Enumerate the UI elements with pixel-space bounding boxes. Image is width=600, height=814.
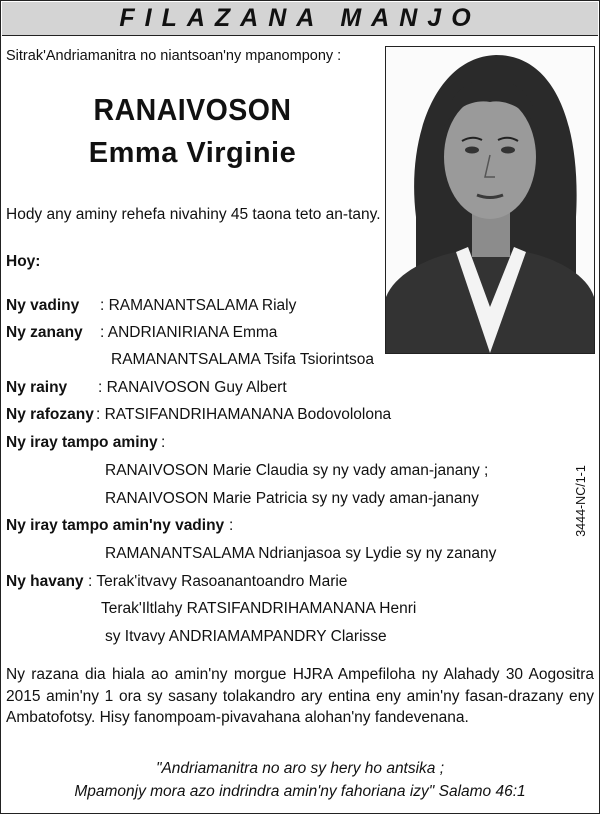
intro-text: Sitrak'Andriamanitra no niantsoan'ny mpanompony : [6,48,342,64]
notice-title: FILAZANA MANJO [2,2,598,36]
deceased-first-names: Emma Virginie [88,137,297,169]
rainy-label: Ny rainy [6,379,68,396]
hoy-label: Hoy: [6,253,41,270]
quote-line-2: Mpamonjy mora azo indrindra amin'ny fahoriana izy" Salamo 46:1 [74,783,526,800]
iray-tampo-colon: : [161,434,166,451]
havany-1: : Terak'itvavy Rasoanantoandro Marie [88,573,348,590]
iray-tampo-vadiny-colon: : [229,517,234,534]
rafozany-label: Ny rafozany [6,406,94,423]
iray-tampo-1: RANAIVOSON Marie Claudia sy ny vady aman-janany ; [105,462,489,479]
rainy-value: : RANAIVOSON Guy Albert [98,379,287,396]
iray-tampo-vadiny-1: RAMANANTSALAMA Ndrianjasoa sy Lydie sy ny zanany [105,545,497,562]
havany-3: sy Itvavy ANDRIAMAMPANDRY Clarisse [105,628,387,645]
vadiny-value: : RAMANANTSALAMA Rialy [100,297,297,314]
zanany-value-1: : ANDRIANIRIANA Emma [100,324,278,341]
age-line: Hody any aminy rehefa nivahiny 45 taona teto an-tany. [6,206,381,223]
havany-2: Terak'Iltlahy RATSIFANDRIHAMANANA Henri [101,600,417,617]
rafozany-value: : RATSIFANDRIHAMANANA Bodovololona [96,406,392,423]
havany-label: Ny havany [6,573,84,590]
zanany-label: Ny zanany [6,324,83,341]
announcement-paragraph: Ny razana dia hiala ao amin'ny morgue HJRA Ampefiloha ny Alahady 30 Aogositra 2015 amin'ny 1 ora sy sasany tolakandro ary entina eny amin'ny fasan-drazany eny Ambatofotsy. Hisy fanompoam-pivavahana alohan'ny fandevenana. [6,666,594,726]
portrait-photo [385,46,595,354]
zanany-value-2: RAMANANTSALAMA Tsifa Tsiorintsoa [111,351,375,368]
deceased-surname: RANAIVOSON [93,92,292,127]
iray-tampo-label: Ny iray tampo aminy [6,434,158,451]
portrait-image [386,47,594,353]
reference-code [571,456,591,546]
reference-code-text: 3444-NC/1-1 [574,465,588,537]
iray-tampo-2: RANAIVOSON Marie Patricia sy ny vady aman-janany [105,490,479,507]
vadiny-label: Ny vadiny [6,297,80,314]
iray-tampo-vadiny-label: Ny iray tampo amin'ny vadiny [6,517,225,534]
quote-line-1: "Andriamanitra no aro sy hery ho antsika ; [155,760,445,777]
